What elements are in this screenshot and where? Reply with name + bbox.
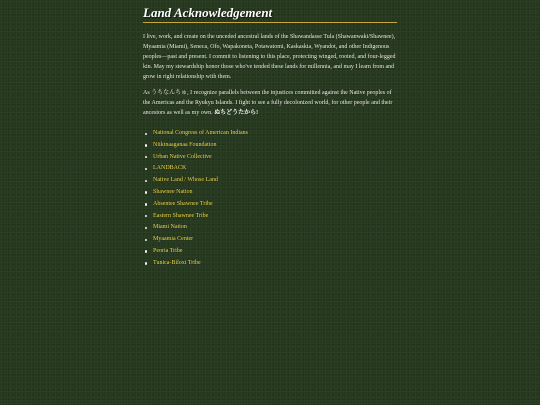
link-landback[interactable]: LANDBACK <box>153 165 187 172</box>
ryukyu-paragraph-text: As うちなんちゅ, I recognize parallels between the injustices committed against the Native peoples of the Americas and the Ryukyu Islands. I fight to see a fully decolonized world, for other people and their ancestors as well as my own. <box>143 90 393 116</box>
link-shawnee-nation[interactable]: Shawnee Nation <box>153 188 193 195</box>
link-peoria-tribe[interactable]: Peoria Tribe <box>153 247 183 254</box>
list-item <box>143 152 397 164</box>
bullet-icon <box>145 144 147 146</box>
page-container <box>143 5 397 270</box>
list-item <box>143 222 397 234</box>
bullet-icon <box>145 156 147 158</box>
list-item <box>143 258 397 270</box>
link-ncai[interactable]: National Congress of American Indians <box>153 130 248 136</box>
link-niikinaaganaa[interactable]: Niikinaaganaa Foundation <box>153 141 217 148</box>
link-native-land[interactable]: Native Land / Whose Land <box>153 177 218 184</box>
bullet-icon <box>145 227 147 229</box>
link-absentee-shawnee[interactable]: Absentee Shawnee Tribe <box>153 200 213 207</box>
ryukyu-paragraph <box>143 88 397 118</box>
link-miami-nation[interactable]: Miami Nation <box>153 224 187 231</box>
organization-link-list <box>143 128 397 270</box>
page-title: Land Acknowledgement <box>143 5 397 23</box>
bullet-icon <box>145 215 147 217</box>
list-item <box>143 246 397 258</box>
bullet-icon <box>145 203 147 205</box>
link-eastern-shawnee[interactable]: Eastern Shawnee Tribe <box>153 212 209 219</box>
bullet-icon <box>145 133 147 135</box>
acknowledgement-paragraph: I live, work, and create on the unceded ancestral lands of the Shawandasse Tula (Shawanwaki/Shawnee), Myaamia (Miami), Seneca, Ofo, Wapakoneta, Potawatomi, Kaskaskia, Wyandot, and other Indigenous peoples—past and present. I commit to listening to this place, protecting winged, rooted, and four-legged kin. May my stewardship honor those who've tended these lands for millennia, and may I learn from and grow in right relationship with them. <box>143 34 396 80</box>
bullet-icon <box>145 180 147 182</box>
bullet-icon <box>145 191 147 193</box>
link-myaamia-center[interactable]: Myaamia Center <box>153 236 194 243</box>
list-item <box>143 175 397 187</box>
bullet-icon <box>145 262 147 264</box>
list-item <box>143 234 397 246</box>
main-content <box>143 32 397 270</box>
ryukyu-emphasis: ぬちどうたから! <box>214 110 259 116</box>
list-item <box>143 199 397 211</box>
link-tunica-biloxi[interactable]: Tunica-Biloxi Tribe <box>153 259 201 266</box>
bullet-icon <box>145 239 147 241</box>
list-item <box>143 140 397 152</box>
list-item <box>143 128 397 140</box>
list-item <box>143 187 397 199</box>
bullet-icon <box>145 168 147 170</box>
list-item <box>143 211 397 223</box>
list-item <box>143 163 397 175</box>
bullet-icon <box>145 250 147 252</box>
link-urban-native-collective[interactable]: Urban Native Collective <box>153 153 212 160</box>
